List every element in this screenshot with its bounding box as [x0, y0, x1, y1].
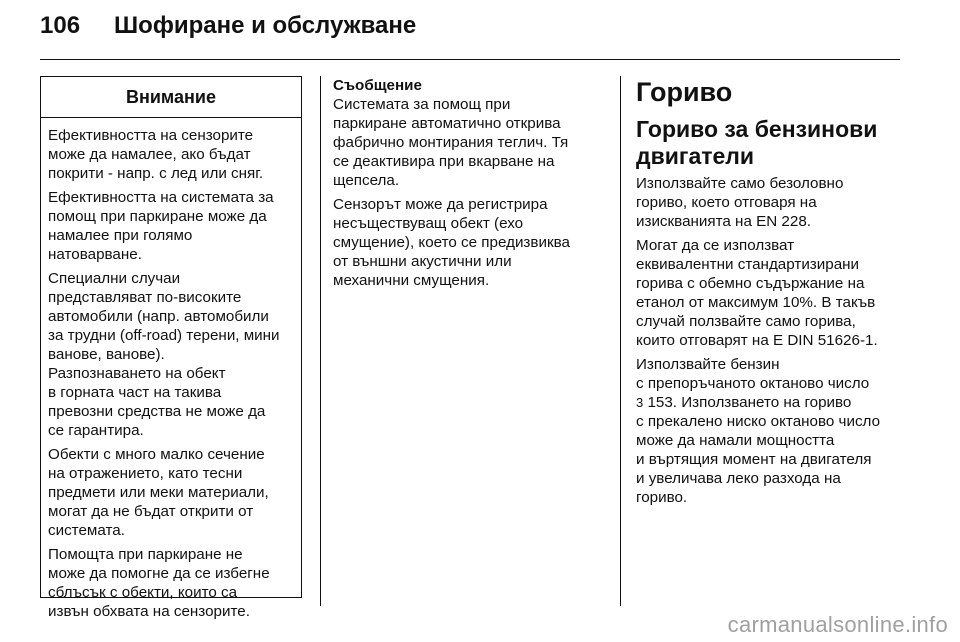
page-reference-icon[interactable]: 3 — [636, 395, 644, 410]
text-line: паркиране автоматично открива — [333, 115, 561, 132]
text-line: може да намали мощността — [636, 432, 835, 449]
header-rule — [40, 59, 900, 60]
warning-body — [41, 118, 301, 621]
text-line: в горната част на такива — [48, 384, 222, 401]
text-lines — [636, 412, 906, 507]
text-line: Системата за помощ при — [333, 96, 511, 113]
text-line: може да помогне да се избегне — [48, 565, 270, 582]
page-number: 106 — [40, 12, 81, 39]
text-line: фабрично монтирания теглич. Тя — [333, 134, 569, 151]
paragraph — [333, 95, 615, 190]
text-line: случай ползвайте само горива, — [636, 313, 856, 330]
fuel-paragraph — [636, 236, 906, 350]
watermark: carmanualsonline.info — [727, 612, 948, 637]
text-line: етанол от максимум 10%. В такъв — [636, 294, 876, 311]
column-divider — [620, 76, 621, 606]
section-title: Шофиране и обслужване — [114, 12, 417, 39]
fuel-subtitle-line: Гориво за бензинови — [636, 116, 878, 142]
text-line: предмети или меки материали, — [48, 484, 269, 501]
text-line: могат да не бъдат открити от — [48, 503, 254, 520]
text-line: Сензорът може да регистрира — [333, 196, 548, 213]
text-line: се гарантира. — [48, 422, 144, 439]
text-line: се деактивира при вкарване на — [333, 153, 555, 170]
text-line: от външни акустични или — [333, 253, 512, 270]
fuel-paragraph-octane — [636, 355, 906, 507]
note-heading: Съобщение — [333, 77, 422, 94]
warning-box — [40, 76, 302, 620]
text-line: Ефективността на сензорите — [48, 127, 254, 144]
fuel-subtitle — [636, 116, 906, 170]
paragraph — [48, 445, 294, 540]
text-line: Помощта при паркиране не — [48, 546, 243, 563]
paragraph — [48, 545, 294, 621]
text-line: и въртящия момент на двигателя — [636, 451, 872, 468]
text-line: Обекти с много малко сечение — [48, 446, 265, 463]
text-line: и увеличава леко разхода на — [636, 470, 841, 487]
text-line: ванове, ванове). — [48, 346, 165, 363]
text-line: смущение), което се предизвиква — [333, 234, 570, 251]
column-divider — [320, 76, 321, 606]
text-line: помощ при паркиране може да — [48, 208, 267, 225]
fuel-section — [636, 76, 906, 512]
text-line: за трудни (off-road) терени, мини — [48, 327, 280, 344]
text-line: Използвайте само безоловно — [636, 175, 844, 192]
text-line: гориво. — [636, 489, 688, 506]
text-line: може да намалее, ако бъдат — [48, 146, 251, 163]
text-line: сблъсък с обекти, които са — [48, 584, 238, 601]
text-line: Използвайте бензин — [636, 356, 780, 373]
text-line: извън обхвата на сензорите. — [48, 603, 250, 620]
fuel-subtitle-line: двигатели — [636, 143, 755, 169]
text-line: покрити - напр. с лед или сняг. — [48, 165, 264, 182]
text-line: представляват по-високите — [48, 289, 242, 306]
text-line: механични смущения. — [333, 272, 490, 289]
text-line: с препоръчаното октаново число — [636, 375, 870, 392]
note-body — [333, 95, 615, 290]
text-line: които отговарят на E DIN 51626-1. — [636, 332, 878, 349]
text-line: щепсела. — [333, 172, 400, 189]
text-line: с прекалено ниско октаново число — [636, 413, 881, 430]
text-line: Разпознаването на обект — [48, 365, 226, 382]
text-line: системата. — [48, 522, 125, 539]
page-header — [40, 12, 416, 52]
text-line: несъществуващ обект (ехо — [333, 215, 524, 232]
text-line: Ефективността на системата за — [48, 189, 274, 206]
page-reference-text: 153. Използването на гориво — [643, 394, 852, 411]
text-line: горива с обемно съдържание на — [636, 275, 865, 292]
paragraph — [48, 126, 294, 183]
text-line: на отражението, като тесни — [48, 465, 243, 482]
text-line: автомобили (напр. автомобили — [48, 308, 269, 325]
warning-title: Внимание — [41, 77, 301, 118]
paragraph — [333, 195, 615, 290]
text-line: изискванията на EN 228. — [636, 213, 811, 230]
text-line: Могат да се използват — [636, 237, 795, 254]
text-line: еквивалентни стандартизирани — [636, 256, 860, 273]
note-section — [333, 76, 615, 295]
fuel-paragraph — [636, 174, 906, 231]
text-line: превозни средства не може да — [48, 403, 266, 420]
text-line: натоварване. — [48, 246, 142, 263]
fuel-title: Гориво — [636, 77, 733, 107]
text-line: намалее при голямо — [48, 227, 193, 244]
text-line: гориво, което отговаря на — [636, 194, 817, 211]
text-line: Специални случаи — [48, 270, 181, 287]
text-line — [636, 393, 906, 412]
paragraph — [48, 269, 294, 440]
paragraph — [48, 188, 294, 264]
